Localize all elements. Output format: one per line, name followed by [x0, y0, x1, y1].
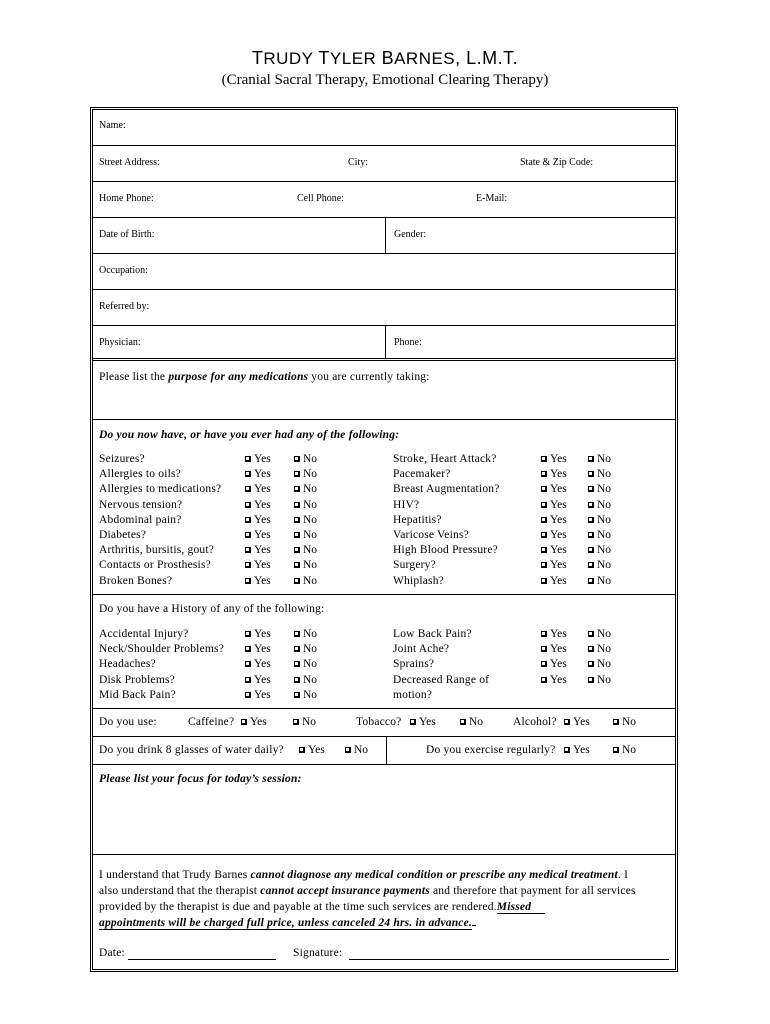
- history-yes-checkbox[interactable]: Yes: [245, 628, 271, 640]
- conditions-yes-checkbox[interactable]: Yes: [541, 529, 567, 541]
- checkbox-icon: [245, 646, 251, 652]
- checkbox-icon: [588, 532, 594, 538]
- checkbox-icon: [245, 456, 251, 462]
- name-label: Name:: [99, 120, 126, 131]
- checkbox-icon: [294, 532, 300, 538]
- signature-label: Signature:: [293, 947, 343, 959]
- caffeine-label: Caffeine?: [188, 716, 235, 728]
- history-yes-checkbox[interactable]: Yes: [245, 658, 271, 670]
- checkbox-icon: [245, 631, 251, 637]
- history-yes-checkbox[interactable]: Yes: [541, 658, 567, 670]
- conditions-no-checkbox[interactable]: No: [294, 575, 317, 587]
- conditions-no-checkbox[interactable]: No: [294, 544, 317, 556]
- conditions-no-checkbox[interactable]: No: [588, 499, 611, 511]
- alcohol-label: Alcohol?: [513, 716, 557, 728]
- checkbox-icon: [294, 692, 300, 698]
- conditions-yes-checkbox[interactable]: Yes: [541, 483, 567, 495]
- checkbox-icon: [294, 547, 300, 553]
- practitioner-name: TRUDY TYLER BARNES, L.M.T.: [251, 48, 519, 68]
- history-yes-checkbox[interactable]: Yes: [541, 628, 567, 640]
- conditions-yes-checkbox[interactable]: Yes: [245, 544, 271, 556]
- checkbox-icon: [294, 502, 300, 508]
- conditions-question: Stroke, Heart Attack?: [393, 453, 497, 465]
- checkbox-icon: [294, 661, 300, 667]
- checkbox-icon: [588, 661, 594, 667]
- conditions-yes-checkbox[interactable]: Yes: [541, 544, 567, 556]
- checkbox-icon: [245, 471, 251, 477]
- conditions-yes-checkbox[interactable]: Yes: [245, 499, 271, 511]
- history-yes-checkbox[interactable]: Yes: [245, 674, 271, 686]
- conditions-yes-checkbox[interactable]: Yes: [245, 483, 271, 495]
- conditions-question: Nervous tension?: [99, 498, 183, 511]
- checkbox-icon: [294, 471, 300, 477]
- substance-use-row: [93, 708, 675, 737]
- conditions-section: [93, 419, 675, 595]
- history-question: Low Back Pain?: [393, 628, 472, 640]
- checkbox-icon: [541, 578, 547, 584]
- conditions-no-checkbox[interactable]: No: [588, 575, 611, 587]
- checkbox-icon: [541, 486, 547, 492]
- water-question: Do you drink 8 glasses of water daily?: [99, 744, 284, 756]
- checkbox-icon: [410, 719, 416, 725]
- agreement-line-1: I understand that Trudy Barnes cannot diagnose any medical condition or prescribe any medical treatment. I: [99, 869, 629, 881]
- conditions-yes-checkbox[interactable]: Yes: [541, 559, 567, 571]
- cell-phone-label: Cell Phone:: [297, 193, 344, 204]
- history-section: [93, 594, 675, 709]
- conditions-question: HIV?: [393, 498, 420, 511]
- water-no[interactable]: No: [345, 744, 368, 756]
- tobacco-no[interactable]: No: [460, 716, 483, 728]
- checkbox-icon: [588, 502, 594, 508]
- occupation-row: [93, 253, 675, 290]
- checkbox-icon: [294, 646, 300, 652]
- alcohol-no[interactable]: No: [613, 716, 636, 728]
- medications-section: [93, 358, 675, 421]
- conditions-no-checkbox[interactable]: No: [588, 544, 611, 556]
- conditions-yes-checkbox[interactable]: Yes: [245, 529, 271, 541]
- conditions-yes-checkbox[interactable]: Yes: [245, 575, 271, 587]
- referred-row: [93, 289, 675, 326]
- medications-prompt: Please list the purpose for any medications you are currently taking:: [99, 371, 430, 383]
- history-question: Disk Problems?: [99, 673, 175, 686]
- physician-label: Physician:: [99, 337, 141, 348]
- checkbox-icon: [564, 719, 570, 725]
- conditions-yes-checkbox[interactable]: Yes: [245, 514, 271, 526]
- history-heading: Do you have a History of any of the following:: [99, 603, 325, 615]
- conditions-question: Surgery?: [393, 559, 436, 572]
- history-question: Joint Ache?: [393, 643, 450, 656]
- history-no-checkbox[interactable]: No: [294, 658, 317, 670]
- conditions-no-checkbox[interactable]: No: [588, 529, 611, 541]
- phone-row: [93, 181, 675, 218]
- checkbox-icon: [588, 578, 594, 584]
- checkbox-icon: [294, 578, 300, 584]
- history-question: Mid Back Pain?: [99, 688, 176, 701]
- home-phone-label: Home Phone:: [99, 193, 154, 204]
- conditions-no-checkbox[interactable]: No: [588, 483, 611, 495]
- checkbox-icon: [564, 747, 570, 753]
- conditions-yes-checkbox[interactable]: Yes: [245, 468, 271, 480]
- history-yes-checkbox[interactable]: Yes: [541, 674, 567, 686]
- checkbox-icon: [294, 486, 300, 492]
- conditions-yes-checkbox[interactable]: Yes: [541, 575, 567, 587]
- conditions-question: Seizures?: [99, 453, 145, 465]
- conditions-yes-checkbox[interactable]: Yes: [245, 453, 271, 465]
- checkbox-icon: [245, 692, 251, 698]
- history-no-checkbox[interactable]: No: [294, 689, 317, 701]
- checkbox-icon: [541, 547, 547, 553]
- history-question: Neck/Shoulder Problems?: [99, 643, 225, 656]
- conditions-no-checkbox[interactable]: No: [294, 529, 317, 541]
- occupation-label: Occupation:: [99, 265, 148, 276]
- checkbox-icon: [245, 661, 251, 667]
- checkbox-icon: [241, 719, 247, 725]
- checkbox-icon: [588, 517, 594, 523]
- checkbox-icon: [613, 747, 619, 753]
- checkbox-icon: [588, 646, 594, 652]
- checkbox-icon: [541, 631, 547, 637]
- history-no-checkbox[interactable]: No: [294, 674, 317, 686]
- conditions-yes-checkbox[interactable]: Yes: [541, 453, 567, 465]
- conditions-no-checkbox[interactable]: No: [294, 453, 317, 465]
- conditions-question: Allergies to oils?: [99, 468, 181, 481]
- water-exercise-row: [93, 736, 675, 765]
- checkbox-icon: [588, 677, 594, 683]
- conditions-no-checkbox[interactable]: No: [588, 468, 611, 480]
- conditions-yes-checkbox[interactable]: Yes: [541, 499, 567, 511]
- conditions-question: Allergies to medications?: [99, 483, 222, 496]
- phone-label: Phone:: [394, 337, 422, 348]
- checkbox-icon: [541, 517, 547, 523]
- state-zip-label: State & Zip Code:: [520, 157, 594, 168]
- checkbox-icon: [588, 547, 594, 553]
- conditions-no-checkbox[interactable]: No: [588, 559, 611, 571]
- history-question: Decreased Range of: [393, 673, 490, 686]
- alcohol-yes[interactable]: Yes: [564, 716, 590, 728]
- conditions-question: Hepatitis?: [393, 513, 442, 526]
- exercise-question: Do you exercise regularly?: [426, 744, 556, 756]
- conditions-question: Diabetes?: [99, 529, 147, 541]
- conditions-question: Breast Augmentation?: [393, 483, 500, 496]
- conditions-no-checkbox[interactable]: No: [294, 514, 317, 526]
- history-question: Headaches?: [99, 658, 156, 671]
- conditions-no-checkbox[interactable]: No: [588, 514, 611, 526]
- date-line[interactable]: [128, 959, 276, 960]
- exercise-no[interactable]: No: [613, 744, 636, 756]
- history-yes-checkbox[interactable]: Yes: [541, 643, 567, 655]
- history-no-checkbox[interactable]: No: [588, 643, 611, 655]
- conditions-question: High Blood Pressure?: [393, 544, 498, 557]
- history-no-checkbox[interactable]: No: [588, 658, 611, 670]
- checkbox-icon: [541, 677, 547, 683]
- history-question: Sprains?: [393, 658, 435, 671]
- checkbox-icon: [294, 677, 300, 683]
- tobacco-yes[interactable]: Yes: [410, 716, 436, 728]
- physician-row: [93, 325, 675, 358]
- gender-label: Gender:: [394, 229, 427, 240]
- practitioner-specialty: (Cranial Sacral Therapy, Emotional Clearing Therapy): [221, 72, 549, 88]
- checkbox-icon: [345, 747, 351, 753]
- agreement-line-3: provided by the therapist is due and payable at the time such services are rendered.Missed: [99, 901, 545, 914]
- conditions-no-checkbox[interactable]: No: [294, 483, 317, 495]
- history-no-checkbox[interactable]: No: [588, 674, 611, 686]
- conditions-question: Pacemaker?: [393, 468, 451, 481]
- checkbox-icon: [541, 562, 547, 568]
- address-row: [93, 145, 675, 182]
- history-question-continued: motion?: [393, 688, 433, 701]
- conditions-question: Varicose Veins?: [393, 529, 469, 541]
- form-header: [0, 48, 770, 89]
- agreement-line-4: appointments will be charged full price, unless canceled 24 hrs. in advance.: [99, 917, 476, 930]
- referred-label: Referred by:: [99, 301, 150, 312]
- checkbox-icon: [245, 502, 251, 508]
- exercise-yes[interactable]: Yes: [564, 744, 590, 756]
- caffeine-yes[interactable]: Yes: [241, 716, 267, 728]
- street-address-label: Street Address:: [99, 157, 160, 168]
- checkbox-icon: [294, 562, 300, 568]
- history-yes-checkbox[interactable]: Yes: [245, 643, 271, 655]
- conditions-no-checkbox[interactable]: No: [294, 499, 317, 511]
- signature-line[interactable]: [349, 959, 669, 960]
- agreement-section: [93, 854, 675, 970]
- dob-row: [93, 217, 675, 254]
- conditions-question: Contacts or Prosthesis?: [99, 559, 211, 572]
- checkbox-icon: [245, 562, 251, 568]
- conditions-question: Arthritis, bursitis, gout?: [99, 544, 215, 557]
- divider: [386, 737, 387, 765]
- agreement-line-2: also understand that the therapist cannot accept insurance payments and therefore that payment for all services: [99, 885, 636, 897]
- conditions-question: Broken Bones?: [99, 574, 173, 587]
- city-label: City:: [348, 157, 369, 168]
- checkbox-icon: [541, 502, 547, 508]
- conditions-heading: Do you now have, or have you ever had any of the following:: [99, 429, 400, 441]
- name-row: [93, 110, 675, 145]
- divider: [385, 218, 386, 254]
- conditions-question: Abdominal pain?: [99, 513, 182, 526]
- conditions-yes-checkbox[interactable]: Yes: [245, 559, 271, 571]
- checkbox-icon: [541, 661, 547, 667]
- history-no-checkbox[interactable]: No: [294, 628, 317, 640]
- conditions-question: Whiplash?: [393, 574, 444, 587]
- history-no-checkbox[interactable]: No: [588, 628, 611, 640]
- dob-label: Date of Birth:: [99, 229, 155, 240]
- conditions-no-checkbox[interactable]: No: [294, 468, 317, 480]
- checkbox-icon: [588, 631, 594, 637]
- checkbox-icon: [613, 719, 619, 725]
- history-no-checkbox[interactable]: No: [294, 643, 317, 655]
- checkbox-icon: [588, 456, 594, 462]
- checkbox-icon: [460, 719, 466, 725]
- email-label: E-Mail:: [476, 193, 508, 204]
- date-label: Date:: [99, 947, 125, 959]
- checkbox-icon: [245, 532, 251, 538]
- checkbox-icon: [541, 532, 547, 538]
- checkbox-icon: [299, 747, 305, 753]
- checkbox-icon: [293, 719, 299, 725]
- checkbox-icon: [541, 471, 547, 477]
- conditions-yes-checkbox[interactable]: Yes: [541, 514, 567, 526]
- divider: [385, 326, 386, 358]
- checkbox-icon: [294, 631, 300, 637]
- conditions-no-checkbox[interactable]: No: [588, 453, 611, 465]
- checkbox-icon: [245, 578, 251, 584]
- checkbox-icon: [245, 547, 251, 553]
- history-yes-checkbox[interactable]: Yes: [245, 689, 271, 701]
- checkbox-icon: [294, 456, 300, 462]
- caffeine-no[interactable]: No: [293, 716, 316, 728]
- checkbox-icon: [588, 562, 594, 568]
- checkbox-icon: [294, 517, 300, 523]
- checkbox-icon: [588, 471, 594, 477]
- conditions-yes-checkbox[interactable]: Yes: [541, 468, 567, 480]
- history-question: Accidental Injury?: [99, 628, 189, 640]
- focus-section: [93, 764, 675, 855]
- checkbox-icon: [245, 517, 251, 523]
- conditions-no-checkbox[interactable]: No: [294, 559, 317, 571]
- intake-form: [90, 107, 678, 972]
- use-label: Do you use:: [99, 716, 157, 728]
- checkbox-icon: [245, 486, 251, 492]
- checkbox-icon: [588, 486, 594, 492]
- tobacco-label: Tobacco?: [356, 716, 402, 728]
- water-yes[interactable]: Yes: [299, 744, 325, 756]
- checkbox-icon: [541, 646, 547, 652]
- focus-label: Please list your focus for today’s session:: [99, 773, 302, 785]
- checkbox-icon: [541, 456, 547, 462]
- checkbox-icon: [245, 677, 251, 683]
